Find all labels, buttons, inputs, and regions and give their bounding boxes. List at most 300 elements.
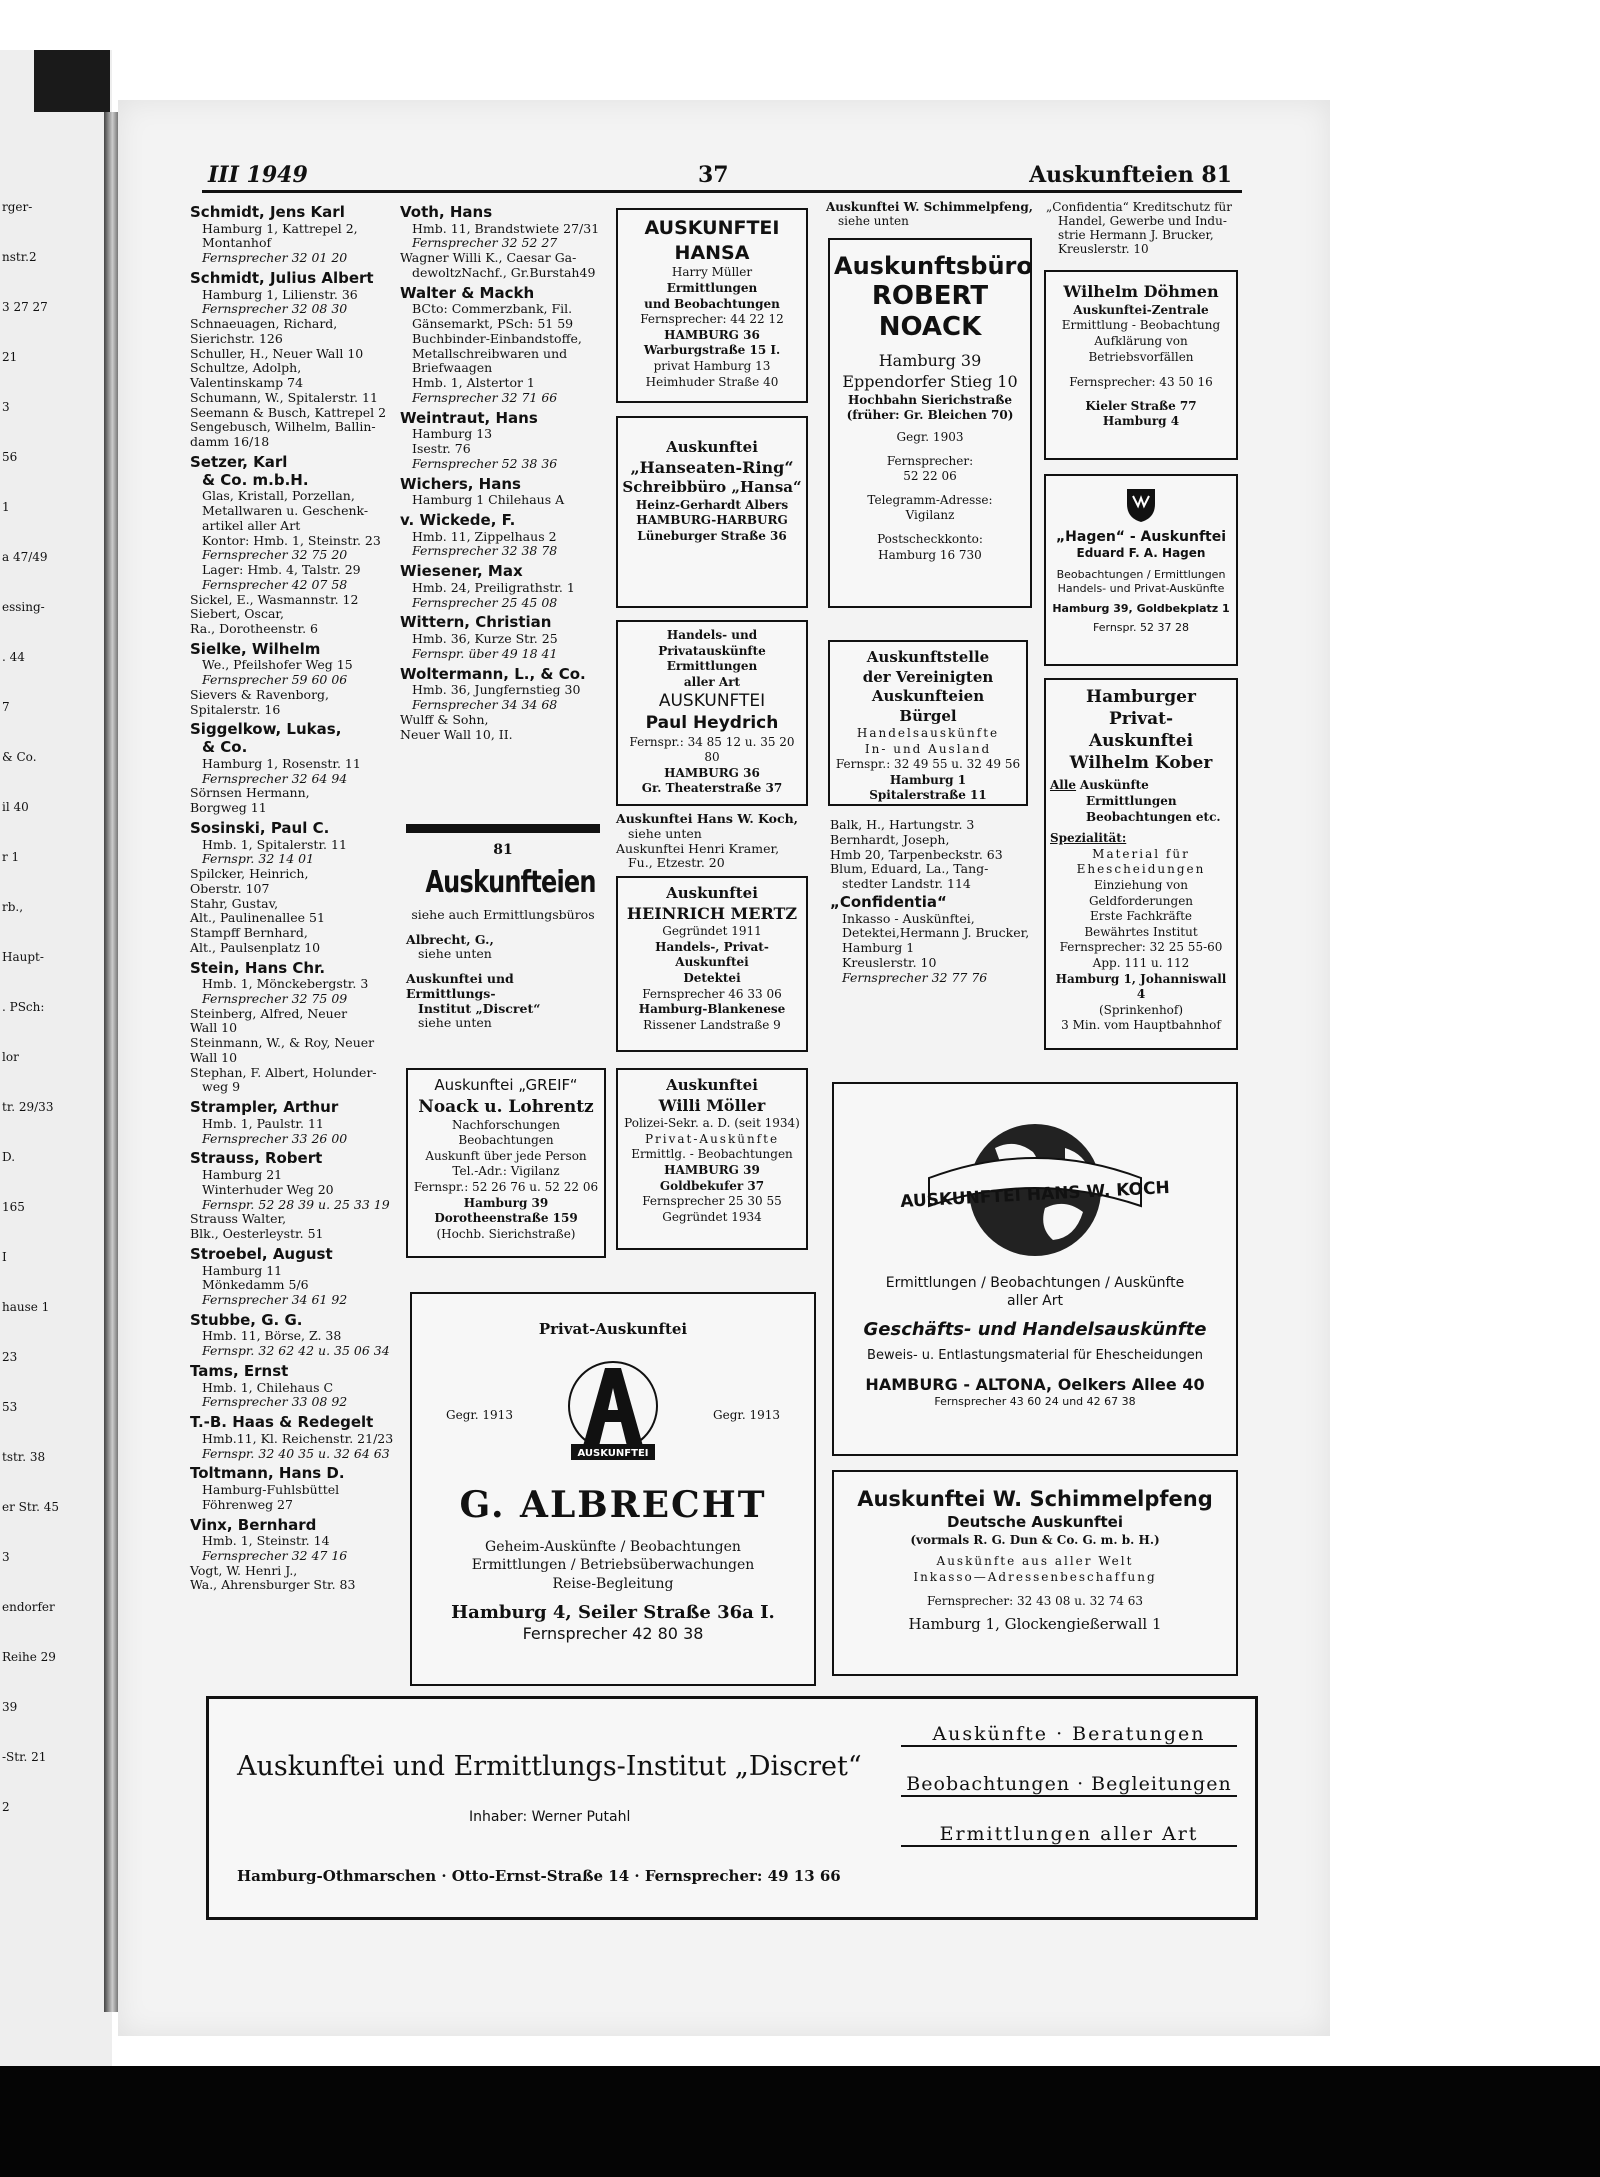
- listing-line: Hmb. 1, Spitalerstr. 11: [202, 836, 347, 852]
- listing-name-cont: & Co.: [202, 738, 248, 757]
- listing-phone: Fernsprecher 42 07 58: [202, 576, 348, 592]
- ref-kramer-addr: Fu., Etzestr. 20: [628, 855, 725, 871]
- greif-line: Auskunft über jede Person: [425, 1148, 587, 1163]
- prev-page-fragment: 165: [2, 1200, 25, 1214]
- mertz-street: Rissener Landstraße 9: [643, 1017, 781, 1032]
- prev-page-fragment: rb.,: [2, 900, 24, 914]
- verein-title2: der Vereinigten: [862, 667, 994, 686]
- listing-name: Woltermann, L., & Co.: [400, 664, 586, 683]
- prev-page-fragment: D.: [2, 1150, 16, 1164]
- moeller-line: Privat-Auskünfte: [644, 1131, 780, 1146]
- listing-plain: Oberstr. 107: [190, 880, 270, 896]
- listing-entry: [190, 1363, 398, 1410]
- listing-entry: [400, 614, 608, 661]
- listing-entry: [400, 666, 608, 743]
- prev-page-fragment: 3: [2, 400, 10, 414]
- listing-plain: Wall 10: [190, 1049, 238, 1065]
- listing-plain: Valentinskamp 74: [190, 375, 304, 391]
- heydrich-street: Gr. Theaterstraße 37: [641, 781, 783, 796]
- listing-line: Hamburg 21: [202, 1167, 283, 1183]
- kober-line: Beobachtungen etc.: [1086, 809, 1221, 824]
- noack-city: Hamburg 39: [878, 351, 982, 371]
- listing-plain: Wagner Willi K., Caesar Ga-: [400, 250, 577, 266]
- listing-plain: Sengebusch, Wilhelm, Ballin-: [190, 419, 376, 435]
- listing-entry: [190, 820, 398, 956]
- listing-line: We., Pfeilshofer Weg 15: [202, 657, 353, 673]
- hagen-owner: Eduard F. A. Hagen: [1076, 546, 1206, 561]
- column-3-listings: [830, 818, 1040, 892]
- listing-line: Metallwaren u. Geschenk-: [202, 503, 369, 518]
- prev-page-fragment: nstr.2: [2, 250, 37, 264]
- listing-line: Hmb. 1, Paulstr. 11: [202, 1115, 324, 1131]
- ad-heydrich: [616, 620, 808, 806]
- listing-line: Montanhof: [202, 235, 272, 251]
- listing-plain: Schuller, H., Neuer Wall 10: [190, 345, 364, 361]
- mertz-title: Auskunftei: [666, 884, 758, 902]
- listing-name: Walter & Mackh: [400, 283, 535, 302]
- prev-page-fragment: lor: [2, 1050, 19, 1064]
- hansa-title: AUSKUNFTEI: [644, 217, 780, 239]
- kober-line: Geldforderungen: [1088, 893, 1194, 908]
- listing-line: Hamburg 1, Lilienstr. 36: [202, 286, 358, 302]
- listing-entry: [400, 476, 608, 508]
- listing-line: Gänsemarkt, PSch: 51 59: [412, 316, 574, 332]
- prev-page-fragment: . 44: [2, 650, 25, 664]
- hansa-private: privat Hamburg 13: [653, 358, 771, 373]
- moeller-title: Auskunftei: [666, 1076, 758, 1094]
- hansa-private-street: Heimhuder Straße 40: [645, 374, 779, 389]
- confidentia-line: Inkasso - Auskünftei,: [842, 910, 975, 926]
- listing-name: v. Wickede, F.: [400, 511, 516, 529]
- confidentia-entry: [830, 894, 1040, 985]
- prev-page-fragment: tstr. 38: [2, 1450, 46, 1464]
- confidentia-phone: Fernsprecher 32 77 76: [842, 969, 988, 985]
- kober-line: Material für: [1092, 846, 1190, 861]
- prev-page-fragment: essing-: [2, 600, 45, 614]
- heydrich-line: Ermittlungen: [666, 659, 758, 674]
- prev-page-fragment: a 47/49: [2, 550, 48, 564]
- confidentia-line: Kreuslerstr. 10: [842, 954, 937, 970]
- heydrich-line: Privatauskünfte: [658, 643, 766, 658]
- ad-schimmelpfeng: [832, 1470, 1238, 1676]
- heydrich-line: Handels- und: [666, 628, 758, 642]
- listing-plain: weg 9: [202, 1079, 241, 1095]
- listing-plain: Schnaeuagen, Richard,: [190, 316, 338, 332]
- listing-phone: Fernsprecher 34 34 68: [412, 697, 558, 712]
- prev-page-fragment: il 40: [2, 800, 29, 814]
- ref-koch: Auskunftei Hans W. Koch,: [616, 811, 799, 826]
- noack-street: Eppendorfer Stieg 10: [842, 371, 1018, 391]
- listing-phone: Fernsprecher 59 60 06: [202, 672, 348, 688]
- column-1-listings: [190, 204, 398, 1597]
- prev-page-fragment: 23: [2, 1350, 18, 1364]
- prev-page-fragment: er Str. 45: [2, 1500, 60, 1514]
- listing-line: Hmb. 1, Steinstr. 14: [202, 1533, 330, 1549]
- hansa-street: Warburgstraße 15 I.: [643, 343, 781, 358]
- noack-postal: Hamburg 16 730: [878, 547, 982, 562]
- listing-line: Föhrenweg 27: [202, 1496, 293, 1512]
- verein-line: Handelsauskünfte: [856, 726, 1000, 740]
- listing-line: Hmb.11, Kl. Reichenstr. 21/23: [202, 1430, 394, 1446]
- listing-plain: Ra., Dorotheenstr. 6: [190, 621, 318, 636]
- listing-line: Hmb. 36, Kurze Str. 25: [412, 631, 558, 647]
- kober-all: Alle: [1050, 778, 1077, 793]
- prev-page-fragment: endorfer: [2, 1600, 55, 1614]
- kober-line: Ermittlungen: [1086, 793, 1177, 808]
- listing-plain: Strauss Walter,: [190, 1211, 287, 1227]
- albrecht-phone: Fernsprecher 42 80 38: [522, 1624, 704, 1644]
- verein-name: Bürgel: [899, 706, 957, 725]
- kober-line: Erste Fachkräfte: [1089, 909, 1193, 924]
- listing-line: Hmb. 1, Alstertor 1: [412, 375, 535, 391]
- albrecht-founded-left: Gegr. 1913: [446, 1407, 513, 1422]
- listing-line: Briefwaagen: [412, 360, 493, 376]
- listing-line: Hmb. 1, Mönckebergstr. 3: [202, 976, 369, 992]
- koch-line: Beweis- u. Entlastungsmaterial für Ehescheidungen: [867, 1347, 1203, 1363]
- ad-doehmen: [1044, 270, 1238, 460]
- ref-kramer: Auskunftei Henri Kramer,: [616, 840, 780, 856]
- moeller-line: Polizei-Sekr. a. D. (seit 1934): [624, 1116, 800, 1131]
- listing-plain: Neuer Wall 10, II.: [400, 726, 513, 742]
- kober-line: Auskünfte: [1079, 778, 1149, 793]
- prev-page-fragment: r 1: [2, 850, 20, 864]
- listing-plain: Steinberg, Alfred, Neuer: [190, 1005, 348, 1021]
- ad-vereinigte: [828, 640, 1028, 806]
- albrecht-logo-icon: [553, 1354, 673, 1474]
- listing-line: Hamburg-Fuhlsbüttel: [202, 1482, 340, 1497]
- listing-line: Hmb. 24, Preiligrathstr. 1: [412, 579, 575, 595]
- hansa-line: und Beobachtungen: [644, 296, 780, 311]
- prev-page-fragment: 21: [2, 350, 18, 364]
- page-number: 37: [698, 162, 729, 188]
- ad-hanseaten-ring: [616, 416, 808, 608]
- listing-entry: [190, 454, 398, 637]
- section-title: Auskunfteien: [425, 864, 596, 900]
- section-number: 81: [493, 842, 513, 858]
- scan-margin-bottom: [0, 2066, 1600, 2177]
- kober-title2: Privat-: [1109, 709, 1173, 730]
- listing-name: Stein, Hans Chr.: [190, 958, 326, 977]
- listing-line: Isestr. 76: [412, 441, 471, 457]
- listing-entry: [400, 285, 608, 406]
- listing-phone: Fernsprecher 32 52 27: [412, 235, 558, 251]
- listing-plain: stedter Landstr. 114: [842, 876, 971, 891]
- moeller-name: Willi Möller: [658, 1095, 766, 1115]
- kober-line: Bewährtes Institut: [1084, 924, 1198, 939]
- prev-page-fragment: 2: [2, 1800, 10, 1814]
- header-date: III 1949: [208, 162, 308, 188]
- listing-name: Sielke, Wilhelm: [190, 639, 321, 658]
- listing-entry: [400, 410, 608, 472]
- doehmen-name: Wilhelm Döhmen: [1063, 282, 1219, 301]
- listing-phone: Fernsprecher 32 08 30: [202, 301, 348, 317]
- listing-name: Wichers, Hans: [400, 474, 521, 493]
- verein-title: Auskunftstelle: [866, 648, 990, 666]
- greif-line: Nachforschungen: [451, 1117, 561, 1132]
- greif-phone: Fernspr.: 52 26 76 u. 52 22 06: [413, 1179, 599, 1194]
- section-divider: [406, 824, 600, 833]
- section-81-heading: [406, 842, 600, 1031]
- listing-line: artikel aller Art: [202, 517, 301, 533]
- noack-founded: Gegr. 1903: [896, 429, 964, 444]
- schimmel-title: Auskunftei W. Schimmelpfeng: [857, 1487, 1213, 1511]
- moeller-founded: Gegründet 1934: [662, 1209, 762, 1224]
- listing-phone: Fernsprecher 32 01 20: [202, 250, 348, 266]
- greif-title: Auskunftei „GREIF“: [434, 1076, 578, 1094]
- ring-street: Lüneburger Straße 36: [637, 528, 787, 543]
- ref-schimmelpfeng: Auskunftei W. Schimmelpfeng,: [826, 200, 1033, 214]
- mertz-founded: Gegründet 1911: [662, 924, 762, 939]
- listing-phone: Fernspr. 32 14 01: [202, 851, 315, 867]
- prev-page-fragment: & Co.: [2, 750, 37, 764]
- listing-entry: [400, 512, 608, 559]
- listing-name: Strampler, Arthur: [190, 1098, 339, 1117]
- previous-page-text: [0, 200, 104, 1900]
- prev-page-fragment: 39: [2, 1700, 18, 1714]
- prev-page-fragment: 7: [2, 700, 10, 714]
- greif-name: Noack u. Lohrentz: [418, 1096, 594, 1117]
- noack-line: (früher: Gr. Bleichen 70): [846, 408, 1014, 423]
- ad-discret-banner: [206, 1696, 1258, 1920]
- listing-line: Hmb. 11, Zippelhaus 2: [412, 528, 557, 544]
- heydrich-city: HAMBURG 36: [664, 765, 760, 780]
- listing-phone: Fernsprecher 32 71 66: [412, 389, 558, 405]
- noack-telegram-label: Telegramm-Adresse:: [867, 492, 993, 507]
- prev-page-fragment: -Str. 21: [2, 1750, 47, 1764]
- listing-phone: Fernsprecher 34 61 92: [202, 1292, 348, 1307]
- listing-phone: Fernspr. über 49 18 41: [412, 645, 558, 661]
- albrecht-type: Privat-Auskunftei: [538, 1320, 688, 1338]
- mertz-line: Handels-, Privat-: [655, 939, 769, 954]
- listing-name: Wiesener, Max: [400, 562, 523, 581]
- listing-line: Hamburg 13: [412, 426, 493, 442]
- listing-plain: Wulff & Sohn,: [400, 711, 489, 727]
- prev-page-fragment: hause 1: [2, 1300, 50, 1314]
- schimmel-line: Auskünfte aus aller Welt: [936, 1554, 1134, 1569]
- doehmen-street: Kieler Straße 77: [1085, 398, 1197, 413]
- hagen-crest-icon: [1124, 486, 1158, 524]
- heydrich-name: Paul Heydrich: [645, 713, 779, 734]
- listing-line: Hamburg 1 Chilehaus A: [412, 492, 565, 508]
- listing-entry: [400, 204, 608, 281]
- albrecht-address: Hamburg 4, Seiler Straße 36a I.: [451, 1601, 775, 1623]
- schimmel-line: Inkasso—Adressenbeschaffung: [913, 1569, 1157, 1584]
- listing-plain: Stahr, Gustav,: [190, 895, 279, 911]
- schimmel-sub: Deutsche Auskunftei: [947, 1513, 1123, 1532]
- scan-margin-top: [0, 0, 1600, 50]
- verein-line: In- und Ausland: [864, 741, 992, 756]
- listing-entry: [190, 960, 398, 1096]
- listing-name-cont: & Co. m.b.H.: [202, 470, 309, 489]
- verein-city: Hamburg 1: [889, 772, 967, 787]
- greif-line: Beobachtungen: [458, 1133, 554, 1148]
- conf-top-line: „Confidentia“ Kreditschutz für: [1046, 200, 1232, 214]
- conf-top-line: Kreuslerstr. 10: [1058, 242, 1149, 257]
- listing-line: Metallschreibwaren und: [412, 345, 568, 361]
- listing-entry: [190, 641, 398, 718]
- listing-line: Hamburg 1, Kattrepel 2,: [202, 220, 358, 236]
- confidentia-line: Hamburg 1: [842, 940, 915, 956]
- discret-address: Hamburg-Othmarschen · Otto-Ernst-Straße 14 · Fernsprecher: 49 13 66: [237, 1867, 841, 1885]
- listing-plain: Sievers & Ravenborg,: [190, 686, 330, 702]
- listing-line: Kontor: Hmb. 1, Steinstr. 23: [202, 532, 381, 548]
- column-2-listings: [400, 204, 608, 746]
- noack-firstname: ROBERT: [871, 280, 989, 311]
- header-section: Auskunfteien 81: [1029, 162, 1232, 188]
- listing-plain: Alt., Paulinenallee 51: [190, 910, 325, 926]
- prev-page-fragment: 3: [2, 1550, 10, 1564]
- ref-schimmelpfeng-see: siehe unten: [838, 214, 909, 229]
- listing-plain: damm 16/18: [190, 434, 270, 450]
- verein-title3: Auskunfteien: [871, 687, 985, 705]
- koch-headline: Geschäfts- und Handelsauskünfte: [863, 1319, 1207, 1341]
- header-rule: [202, 190, 1242, 193]
- listing-plain: Blum, Eduard, La., Tang-: [830, 861, 989, 877]
- mertz-name: HEINRICH MERTZ: [626, 903, 798, 923]
- listing-line: Lager: Hmb. 4, Talstr. 29: [202, 562, 361, 577]
- listing-plain: Sierichstr. 126: [190, 330, 283, 346]
- hagen-line: Beobachtungen / Ermittlungen: [1056, 567, 1226, 581]
- heydrich-phone: Fernspr.: 34 85 12 u. 35 20 80: [629, 734, 795, 765]
- listing-plain: Balk, H., Hartungstr. 3: [830, 817, 975, 832]
- listing-entry: [190, 270, 398, 450]
- moeller-street: Goldbekufer 37: [659, 1178, 765, 1193]
- listing-phone: Fernspr. 32 40 35 u. 32 64 63: [202, 1445, 390, 1461]
- doehmen-phone: Fernsprecher: 43 50 16: [1069, 375, 1213, 390]
- mertz-line: Detektei: [683, 971, 741, 986]
- listing-plain: Stephan, F. Albert, Holunder-: [190, 1064, 377, 1080]
- doehmen-line: Ermittlung - Beobachtung: [1061, 318, 1221, 333]
- listing-line: Hmb. 11, Brandstwiete 27/31: [412, 220, 600, 236]
- albrecht-name: G. ALBRECHT: [459, 1483, 767, 1526]
- doehmen-city: Hamburg 4: [1102, 414, 1180, 429]
- ad-hansa: [616, 208, 808, 403]
- listing-line: Hmb. 1, Chilehaus C: [202, 1379, 334, 1395]
- noack-title: Auskunftsbüro: [834, 252, 1033, 280]
- listing-name: Stubbe, G. G.: [190, 1310, 303, 1329]
- kober-specialty: Spezialität:: [1050, 831, 1127, 846]
- ad-albrecht: [410, 1292, 816, 1686]
- listing-plain: Blk., Oesterleystr. 51: [190, 1226, 324, 1242]
- listing-name: Voth, Hans: [400, 203, 493, 221]
- listing-plain: Spitalerstr. 16: [190, 701, 281, 717]
- greif-line: Tel.-Adr.: Vigilanz: [452, 1164, 560, 1179]
- prev-page-fragment: rger-: [2, 200, 33, 214]
- page-header: [118, 100, 1330, 195]
- ad-moeller: [616, 1068, 808, 1250]
- koch-logo-text: AUSKUNFTEI HANS W. KOCH: [899, 1177, 1171, 1213]
- ref-discret-see: siehe unten: [418, 1015, 492, 1031]
- listing-entry: [190, 1246, 398, 1308]
- hagen-line: Handels- und Privat-Auskünfte: [1057, 582, 1225, 596]
- mertz-line: Auskunftei: [675, 955, 749, 970]
- verein-phone: Fernspr.: 32 49 55 u. 32 49 56: [835, 757, 1021, 772]
- listing-name: Setzer, Karl: [190, 452, 288, 471]
- listing-plain: Seemann & Busch, Kattrepel 2: [190, 404, 387, 420]
- noack-phone: 52 22 06: [903, 469, 957, 484]
- listing-entry: [190, 1312, 398, 1359]
- doehmen-line: Betriebsvorfällen: [1088, 349, 1194, 364]
- discret-service: Beobachtungen · Begleitungen: [901, 1773, 1237, 1797]
- listing-plain: dewoltzNachf., Gr.Burstah49: [412, 264, 596, 280]
- ref-albrecht: Albrecht, G.,: [406, 931, 494, 947]
- kober-name: Wilhelm Kober: [1069, 753, 1213, 774]
- book-spine: [104, 112, 118, 2012]
- listing-name: Schmidt, Julius Albert: [190, 268, 374, 287]
- listing-phone: Fernsprecher 32 75 09: [202, 990, 348, 1006]
- listing-name: Vinx, Bernhard: [190, 1515, 317, 1534]
- noack-telegram: Vigilanz: [905, 508, 955, 523]
- mertz-city: Hamburg-Blankenese: [638, 1002, 786, 1017]
- listing-plain: Wall 10: [190, 1020, 238, 1036]
- schimmelpfeng-ref: [826, 200, 1040, 228]
- ad-mertz: [616, 876, 808, 1052]
- ad-greif: [406, 1068, 606, 1258]
- prev-page-fragment: 56: [2, 450, 18, 464]
- globe-logo-icon: [899, 1108, 1171, 1268]
- ad-koch: [832, 1082, 1238, 1456]
- listing-plain: Steinmann, W., & Roy, Neuer: [190, 1035, 375, 1051]
- listing-plain: Sörnsen Hermann,: [190, 785, 310, 801]
- listing-entry: [190, 1517, 398, 1594]
- ring-name: „Hanseaten-Ring“: [630, 457, 794, 477]
- conf-top-line: Handel, Gewerbe und Indu-: [1058, 214, 1227, 229]
- listing-line: BCto: Commerzbank, Fil.: [412, 301, 573, 317]
- listing-phone: Fernsprecher 32 75 20: [202, 547, 348, 563]
- listing-entry: [190, 721, 398, 815]
- listing-line: Mönkedamm 5/6: [202, 1277, 309, 1293]
- prev-page-fragment: 53: [2, 1400, 18, 1414]
- noack-postal-label: Postscheckkonto:: [877, 531, 983, 546]
- albrecht-logo-text: AUSKUNFTEI: [577, 1447, 649, 1459]
- schimmel-address: Hamburg 1, Glockengießerwall 1: [908, 1615, 1162, 1634]
- koch-phone: Fernsprecher 43 60 24 und 42 67 38: [934, 1395, 1136, 1409]
- doehmen-line: Aufklärung von: [1094, 333, 1188, 348]
- koch-line: Ermittlungen / Beobachtungen / Auskünfte: [885, 1275, 1185, 1291]
- kober-line: Einziehung von: [1093, 877, 1188, 892]
- ref-discret-2: Institut „Discret“: [418, 1000, 541, 1016]
- listing-name: Siggelkow, Lukas,: [190, 720, 342, 739]
- schimmel-former: (vormals R. G. Dun & Co. G. m. b. H.): [910, 1532, 1160, 1547]
- ring-sub: Schreibbüro „Hansa“: [622, 478, 802, 497]
- listing-name: Schmidt, Jens Karl: [190, 203, 345, 221]
- ring-city: HAMBURG-HARBURG: [636, 513, 788, 528]
- prev-page-fragment: tr. 29/33: [2, 1100, 54, 1114]
- section-see-also: siehe auch Ermittlungsbüros: [411, 906, 595, 922]
- ring-title: Auskunftei: [666, 438, 758, 456]
- doehmen-sub: Auskunftei-Zentrale: [1073, 302, 1209, 317]
- directory-page: [118, 100, 1330, 2036]
- listing-line: Hmb. 36, Jungfernstieg 30: [412, 682, 581, 698]
- listing-plain: Wa., Ahrensburger Str. 83: [190, 1577, 356, 1593]
- listing-plain: Hmb 20, Tarpenbeckstr. 63: [830, 846, 1003, 862]
- listing-line: Hamburg 1, Rosenstr. 11: [202, 755, 361, 771]
- listing-phone: Fernsprecher 32 64 94: [202, 770, 348, 786]
- albrecht-line: Geheim-Auskünfte / Beobachtungen: [485, 1539, 741, 1556]
- listing-entry: [400, 563, 608, 610]
- listing-plain: Schultze, Adolph,: [190, 360, 302, 376]
- spine-dark-block: [34, 50, 110, 112]
- greif-city: Hamburg 39: [463, 1195, 549, 1210]
- greif-note: (Hochb. Sierichstraße): [436, 1226, 576, 1241]
- kober-building: (Sprinkenhof): [1098, 1002, 1184, 1017]
- listing-name: T.-B. Haas & Redegelt: [190, 1413, 374, 1432]
- listing-name: Toltmann, Hans D.: [190, 1464, 345, 1483]
- ref-koch-see: siehe unten: [628, 825, 702, 841]
- moeller-phone: Fernsprecher 25 30 55: [642, 1194, 782, 1209]
- mertz-phone: Fernsprecher 46 33 06: [642, 986, 782, 1001]
- listing-name: Sosinski, Paul C.: [190, 818, 330, 837]
